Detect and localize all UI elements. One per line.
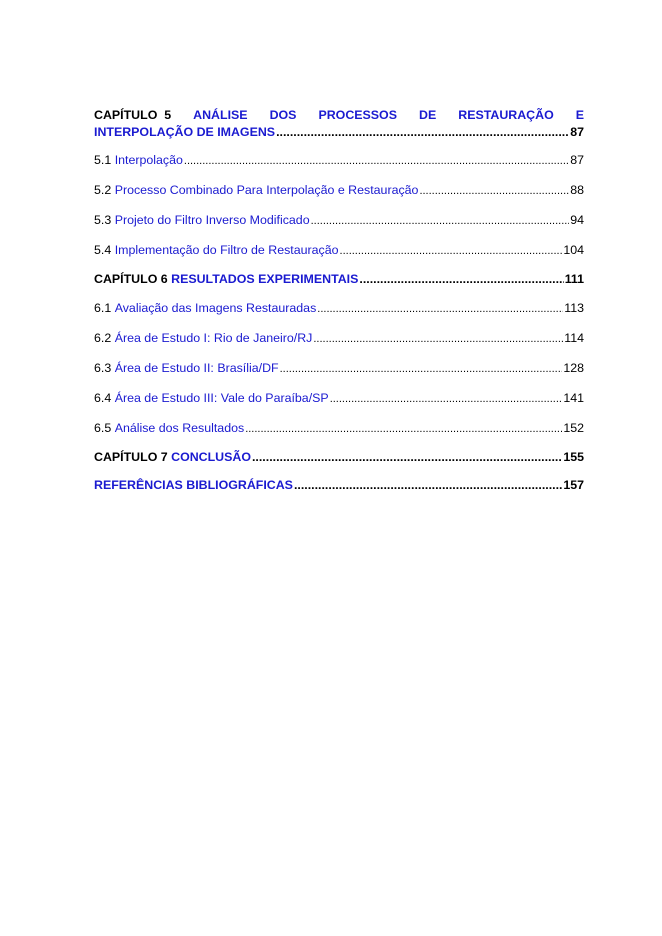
page-number: 141 <box>563 391 584 405</box>
section-title-link[interactable]: Área de Estudo I: Rio de Janeiro/RJ <box>114 331 313 345</box>
dot-leader <box>245 420 562 438</box>
section-title-link[interactable]: Processo Combinado Para Interpolação e Restauração <box>114 183 419 197</box>
dot-leader <box>280 360 563 378</box>
references-title-link[interactable]: REFERÊNCIAS BIBLIOGRÁFICAS <box>94 478 293 492</box>
page-number: 128 <box>563 361 584 375</box>
title-word[interactable]: ANÁLISE <box>193 108 248 122</box>
table-of-contents <box>94 107 584 494</box>
page-number: 152 <box>563 421 584 435</box>
dot-leader <box>330 390 563 408</box>
chapter-title-link[interactable]: RESULTADOS EXPERIMENTAIS <box>171 272 359 286</box>
section-number: 6.4 <box>94 391 112 405</box>
toc-section-6-5[interactable] <box>94 420 584 438</box>
toc-section-6-4[interactable] <box>94 390 584 408</box>
chapter-label: CAPÍTULO 6 <box>94 272 168 286</box>
page-number: 88 <box>570 183 584 197</box>
section-title-link[interactable]: Projeto do Filtro Inverso Modificado <box>114 213 310 227</box>
section-title-link[interactable]: Área de Estudo II: Brasília/DF <box>114 361 279 375</box>
chapter-5-title-line-2 <box>94 124 584 141</box>
chapter-number: 5 <box>164 108 172 122</box>
chapter-label: CAPÍTULO <box>94 108 158 122</box>
toc-section-5-4[interactable] <box>94 242 584 260</box>
section-number: 5.2 <box>94 183 112 197</box>
section-number: 5.4 <box>94 243 112 257</box>
page-number: 113 <box>564 301 584 315</box>
section-title-link[interactable]: Avaliação das Imagens Restauradas <box>114 301 317 315</box>
toc-section-5-3[interactable] <box>94 212 584 230</box>
toc-section-5-1[interactable] <box>94 152 584 170</box>
title-word[interactable]: DE <box>419 108 437 122</box>
toc-section-6-2[interactable] <box>94 330 584 348</box>
dot-leader <box>340 242 563 260</box>
dot-leader <box>317 300 563 318</box>
toc-section-5-2[interactable] <box>94 182 584 200</box>
section-number: 6.5 <box>94 421 112 435</box>
section-title-link[interactable]: Implementação do Filtro de Restauração <box>114 243 339 257</box>
page-number: 157 <box>563 478 584 492</box>
title-word[interactable]: E <box>575 108 584 122</box>
chapter-5-title-line-1 <box>94 107 584 124</box>
title-word[interactable]: DOS <box>269 108 297 122</box>
page-number: 104 <box>563 243 584 257</box>
dot-leader <box>419 182 569 200</box>
dot-leader <box>252 449 562 466</box>
title-word[interactable]: PROCESSOS <box>318 108 397 122</box>
section-title-link[interactable]: Área de Estudo III: Vale do Paraíba/SP <box>114 391 329 405</box>
toc-chapter-6[interactable] <box>94 271 584 288</box>
section-title-link[interactable]: Análise dos Resultados <box>114 421 245 435</box>
toc-chapter-7[interactable] <box>94 449 584 466</box>
page-number: 114 <box>564 331 584 345</box>
chapter-title-link[interactable]: CONCLUSÃO <box>171 450 251 464</box>
chapter-5-prefix <box>94 107 171 124</box>
section-number: 6.2 <box>94 331 112 345</box>
toc-section-6-1[interactable] <box>94 300 584 318</box>
toc-chapter-5[interactable] <box>94 107 584 141</box>
dot-leader <box>359 271 563 288</box>
section-number: 6.1 <box>94 301 112 315</box>
page-number: 87 <box>570 153 584 167</box>
page-number: 111 <box>564 272 584 286</box>
dot-leader <box>184 152 569 170</box>
chapter-title-link[interactable]: INTERPOLAÇÃO DE IMAGENS <box>94 125 276 139</box>
page-number: 155 <box>563 450 584 464</box>
title-word[interactable]: RESTAURAÇÃO <box>458 108 554 122</box>
section-number: 6.3 <box>94 361 112 375</box>
dot-leader <box>294 477 562 494</box>
toc-references[interactable] <box>94 477 584 494</box>
page-number: 87 <box>570 125 584 139</box>
page-number: 94 <box>570 213 584 227</box>
section-number: 5.3 <box>94 213 112 227</box>
dot-leader <box>311 212 570 230</box>
toc-section-6-3[interactable] <box>94 360 584 378</box>
section-title-link[interactable]: Interpolação <box>114 153 183 167</box>
dot-leader <box>313 330 563 348</box>
section-number: 5.1 <box>94 153 112 167</box>
dot-leader <box>276 124 569 141</box>
chapter-label: CAPÍTULO 7 <box>94 450 168 464</box>
